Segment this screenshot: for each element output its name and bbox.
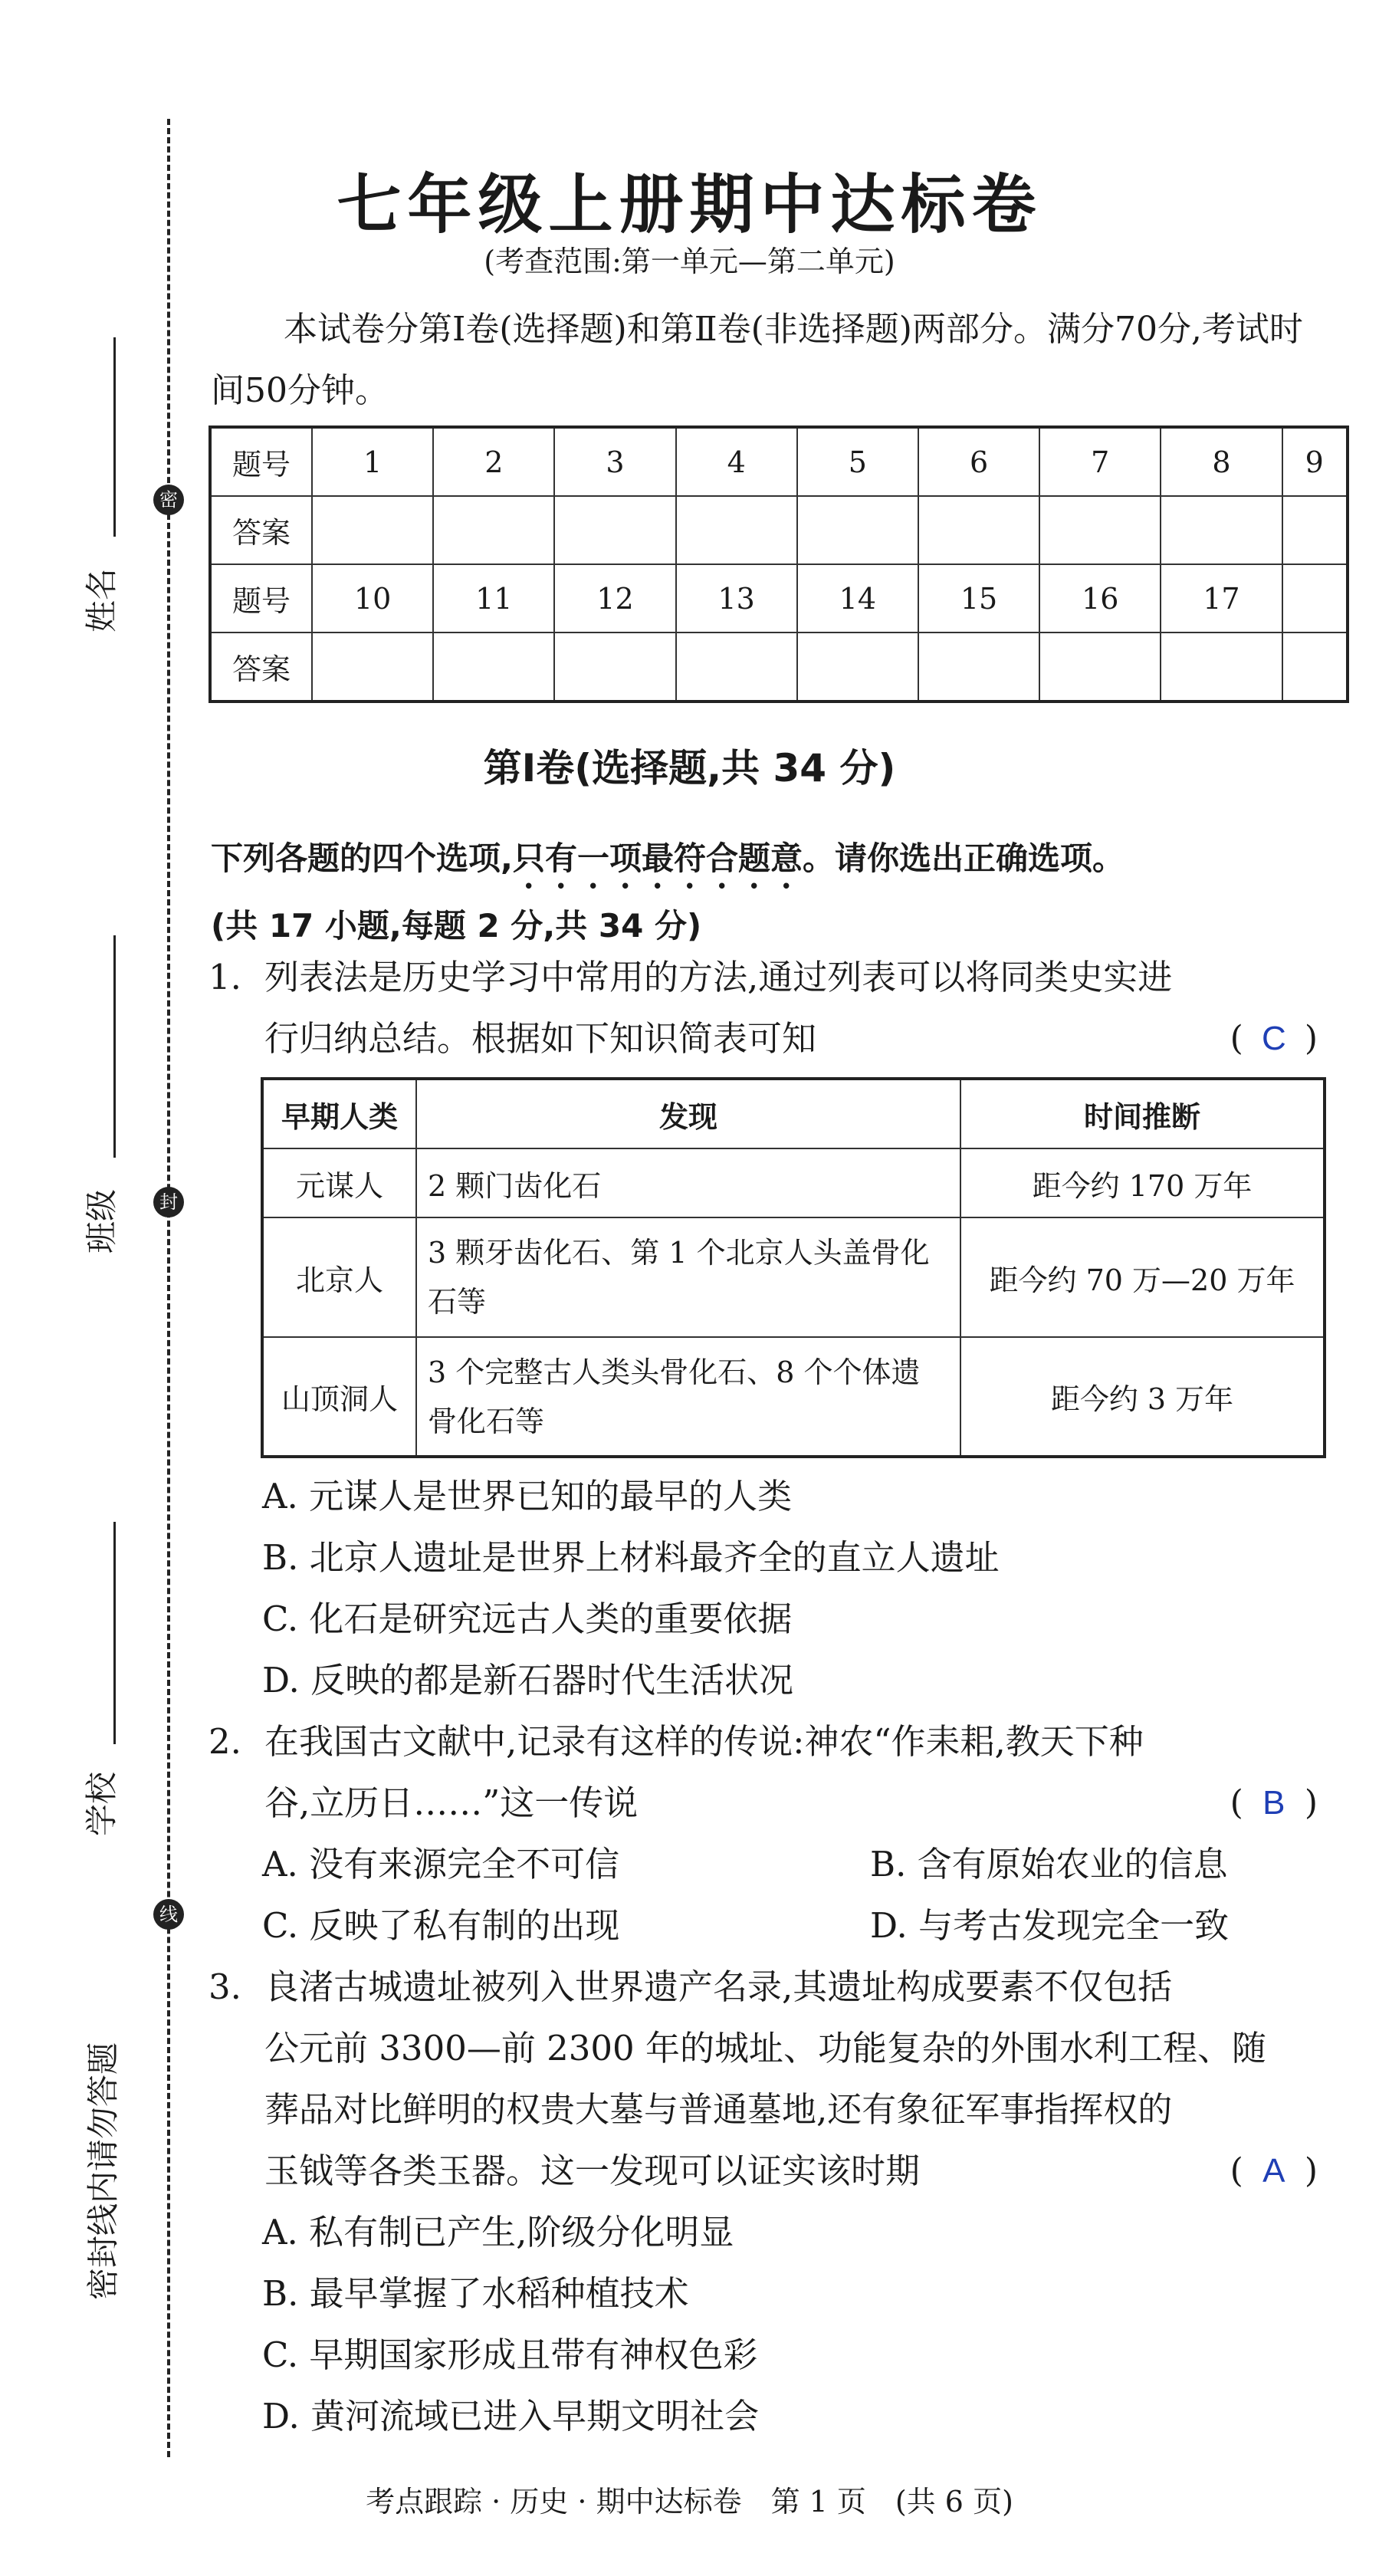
class-field-label: 班级 <box>83 1188 120 1254</box>
answer-label: 答案 <box>210 632 312 702</box>
grid-number: 13 <box>676 564 797 632</box>
answer-cell[interactable] <box>1161 632 1282 702</box>
question-2-option-b[interactable]: B. 含有原始农业的信息 <box>870 1844 1228 1884</box>
cell-discovery: 3 颗牙齿化石、第 1 个北京人头盖骨化石等 <box>416 1217 960 1337</box>
answer-cell[interactable] <box>554 496 675 564</box>
seal-char-feng: 封 <box>153 1187 184 1217</box>
answer-grid-number-row <box>210 427 1348 496</box>
question-1-answer[interactable]: ( C ) <box>1230 1008 1318 1070</box>
answer-cell[interactable] <box>918 496 1039 564</box>
grid-number <box>1282 564 1348 632</box>
seal-dashed-line <box>167 119 170 2457</box>
answer-cell[interactable] <box>312 632 433 702</box>
class-field-line[interactable] <box>113 935 116 1158</box>
question-number-label: 题号 <box>210 564 312 632</box>
question-3-line-4: 玉钺等各类玉器。这一发现可以证实该时期 <box>264 2150 921 2191</box>
answer-cell[interactable] <box>433 632 554 702</box>
grid-number: 11 <box>433 564 554 632</box>
question-2-line-1: 在我国古文献中,记录有这样的传说:神农“作耒耜,教天下种 <box>264 1721 1144 1762</box>
answer-cell[interactable] <box>1039 496 1161 564</box>
answer-cell[interactable] <box>1282 632 1348 702</box>
grid-number: 16 <box>1039 564 1161 632</box>
question-1-option-d[interactable]: D. 反映的都是新石器时代生活状况 <box>262 1660 794 1700</box>
cell-human: 北京人 <box>262 1217 416 1337</box>
instruction-suffix: 。请你选出正确选项。 <box>802 840 1125 877</box>
question-3-line-2: 公元前 3300—前 2300 年的城址、功能复杂的外围水利工程、随 <box>264 2028 1266 2068</box>
seal-char-mi: 密 <box>153 485 184 515</box>
question-2-option-a[interactable]: A. 没有来源完全不可信 <box>262 1844 620 1884</box>
question-3-option-b[interactable]: B. 最早掌握了水稻种植技术 <box>262 2273 689 2314</box>
section-instruction <box>211 828 1361 957</box>
question-1-option-a[interactable]: A. 元谋人是世界已知的最早的人类 <box>262 1476 793 1516</box>
header-discovery: 发现 <box>416 1079 960 1148</box>
question-3-option-c[interactable]: C. 早期国家形成且带有神权色彩 <box>262 2334 758 2375</box>
instruction-prefix: 下列各题的四个选项, <box>211 840 513 877</box>
question-2-option-d[interactable]: D. 与考古发现完全一致 <box>870 1905 1230 1946</box>
grid-number: 12 <box>554 564 675 632</box>
question-3-option-d[interactable]: D. 黄河流域已进入早期文明社会 <box>262 2396 760 2436</box>
school-field-label: 学校 <box>83 1771 120 1836</box>
answer-grid-number-row <box>210 564 1348 632</box>
grid-number: 3 <box>554 427 675 496</box>
answer-grid <box>208 426 1349 703</box>
grid-number: 1 <box>312 427 433 496</box>
cell-time: 距今约 170 万年 <box>960 1148 1325 1217</box>
table-row <box>262 1217 1325 1337</box>
grid-number: 10 <box>312 564 433 632</box>
exam-title: 七年级上册期中达标卷 <box>337 167 1042 242</box>
instruction-emphasis: 只有一项最符合题意 <box>512 840 803 877</box>
grid-number: 14 <box>797 564 918 632</box>
grid-number: 7 <box>1039 427 1161 496</box>
question-3-line-3: 葬品对比鲜明的权贵大墓与普通墓地,还有象征军事指挥权的 <box>264 2089 1173 2130</box>
question-1-option-b[interactable]: B. 北京人遗址是世界上材料最齐全的直立人遗址 <box>262 1537 1000 1578</box>
name-field-label: 姓名 <box>83 567 120 632</box>
answer-grid-answer-row <box>210 496 1348 564</box>
cell-human: 元谋人 <box>262 1148 416 1217</box>
question-2-option-c[interactable]: C. 反映了私有制的出现 <box>262 1905 620 1946</box>
question-3-line-1: 良渚古城遗址被列入世界遗产名录,其遗址构成要素不仅包括 <box>264 1967 1173 2007</box>
answer-cell[interactable] <box>433 496 554 564</box>
exam-intro: 本试卷分第Ⅰ卷(选择题)和第Ⅱ卷(非选择题)两部分。满分70分,考试时间50分钟。 <box>211 310 1303 410</box>
knowledge-table <box>261 1077 1326 1458</box>
question-2-line-2: 谷,立历日……”这一传说 <box>264 1783 639 1823</box>
answer-letter: A <box>1262 2152 1285 2190</box>
question-3-answer[interactable]: ( A ) <box>1230 2141 1318 2202</box>
knowledge-table-header <box>262 1079 1325 1148</box>
grid-number: 4 <box>676 427 797 496</box>
answer-cell[interactable] <box>1161 496 1282 564</box>
grid-number: 2 <box>433 427 554 496</box>
answer-label: 答案 <box>210 496 312 564</box>
grid-number: 17 <box>1161 564 1282 632</box>
question-1-number: 1. <box>208 957 241 997</box>
question-1-line-2: 行归纳总结。根据如下知识简表可知 <box>264 1018 817 1059</box>
question-2-answer[interactable]: ( B ) <box>1230 1773 1318 1834</box>
instruction-line-2: (共 17 小题,每题 2 分,共 34 分) <box>211 907 702 945</box>
section-title: 第Ⅰ卷(选择题,共 34 分) <box>483 746 896 790</box>
answer-cell[interactable] <box>554 632 675 702</box>
question-3-number: 3. <box>208 1967 241 2007</box>
question-2-number: 2. <box>208 1721 241 1762</box>
page-footer: 考点跟踪 · 历史 · 期中达标卷 第 1 页 (共 6 页) <box>366 2485 1013 2518</box>
question-1-line-1: 列表法是历史学习中常用的方法,通过列表可以将同类史实进 <box>264 957 1173 997</box>
question-1-option-c[interactable]: C. 化石是研究远古人类的重要依据 <box>262 1598 793 1639</box>
question-3-option-a[interactable]: A. 私有制已产生,阶级分化明显 <box>262 2212 734 2252</box>
answer-cell[interactable] <box>1282 496 1348 564</box>
answer-cell[interactable] <box>797 496 918 564</box>
answer-letter: C <box>1261 1020 1286 1057</box>
cell-time: 距今约 3 万年 <box>960 1337 1325 1457</box>
grid-number: 8 <box>1161 427 1282 496</box>
answer-cell[interactable] <box>918 632 1039 702</box>
table-row <box>262 1337 1325 1457</box>
exam-scope: (考查范围:第一单元—第二单元) <box>484 245 895 278</box>
cell-human: 山顶洞人 <box>262 1337 416 1457</box>
answer-letter: B <box>1262 1784 1285 1822</box>
grid-number: 9 <box>1282 427 1348 496</box>
no-answer-warning: 密封线内请勿答题 <box>84 2042 122 2300</box>
cell-discovery: 2 颗门齿化石 <box>416 1148 960 1217</box>
answer-cell[interactable] <box>676 496 797 564</box>
answer-cell[interactable] <box>1039 632 1161 702</box>
header-early-humans: 早期人类 <box>262 1079 416 1148</box>
grid-number: 15 <box>918 564 1039 632</box>
cell-discovery: 3 个完整古人类头骨化石、8 个个体遗骨化石等 <box>416 1337 960 1457</box>
name-field-line[interactable] <box>113 337 116 537</box>
cell-time: 距今约 70 万—20 万年 <box>960 1217 1325 1337</box>
grid-number: 6 <box>918 427 1039 496</box>
header-time: 时间推断 <box>960 1079 1325 1148</box>
answer-cell[interactable] <box>797 632 918 702</box>
question-number-label: 题号 <box>210 427 312 496</box>
grid-number: 5 <box>797 427 918 496</box>
table-row <box>262 1148 1325 1217</box>
school-field-line[interactable] <box>113 1522 116 1744</box>
answer-cell[interactable] <box>312 496 433 564</box>
instruction-line-1 <box>211 828 1361 895</box>
answer-grid-answer-row <box>210 632 1348 702</box>
answer-cell[interactable] <box>676 632 797 702</box>
seal-char-xian: 线 <box>153 1899 184 1930</box>
